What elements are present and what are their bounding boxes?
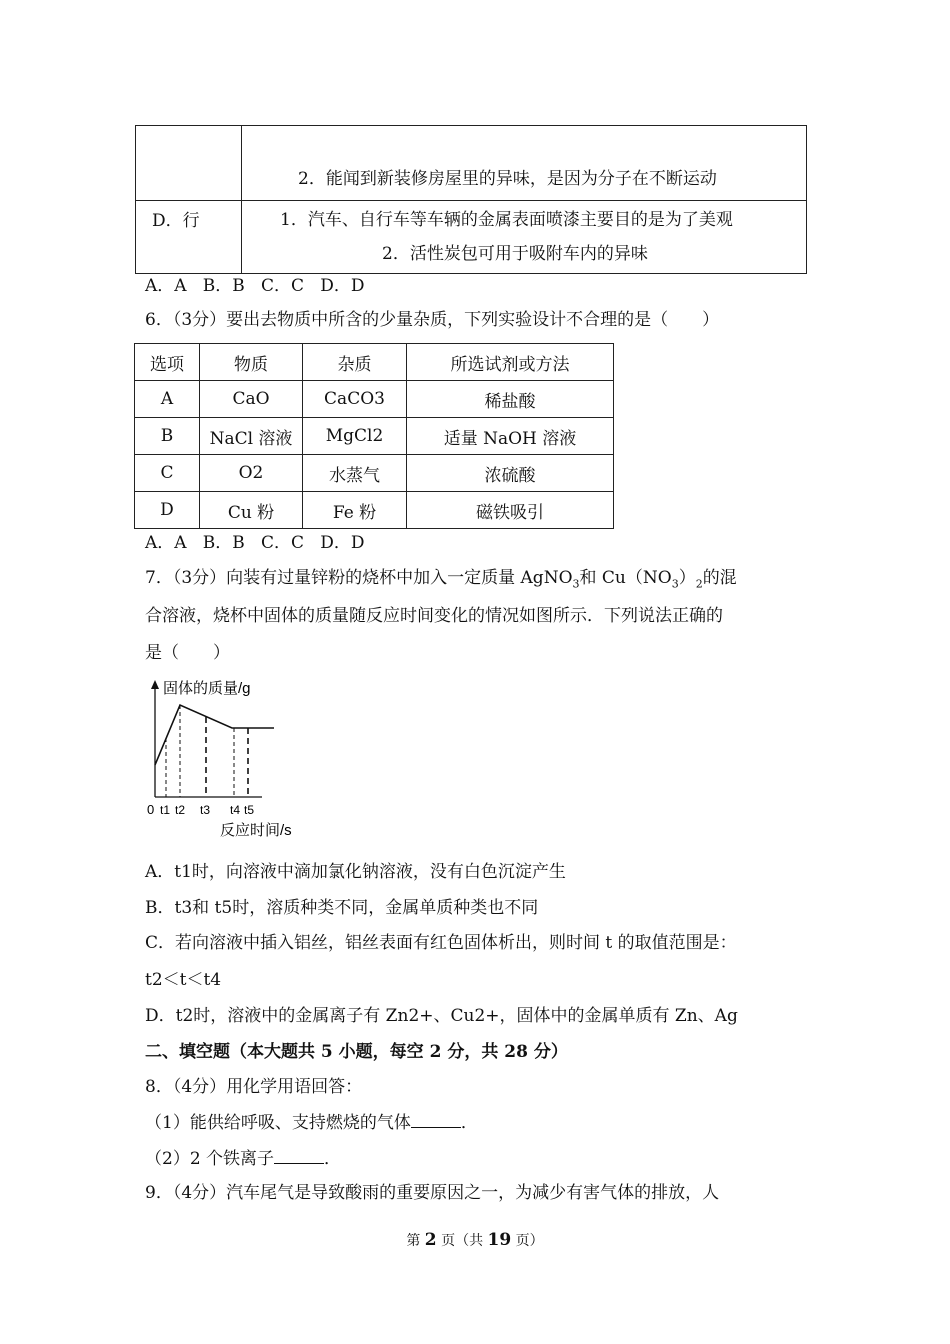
footer-text: 第 [406, 1233, 421, 1249]
q7-stem-text: 和 Cu（NO [579, 568, 672, 588]
table-header-cell: 杂质 [303, 344, 407, 381]
tick-label: t4 [230, 803, 241, 817]
q5-table [135, 125, 807, 274]
answer-option[interactable]: D．D [320, 533, 365, 553]
table-cell: CaO [200, 381, 303, 418]
q7-option-c-range: t2＜t＜t4 [145, 970, 222, 990]
q8-item-2-text: （2）2 个铁离子 [145, 1149, 275, 1169]
answer-blank[interactable] [411, 1111, 461, 1128]
answer-option[interactable]: A．A [145, 276, 187, 296]
answer-option[interactable]: B．B [202, 533, 245, 553]
table-cell: C [135, 455, 200, 492]
q7-stem-line-1 [145, 567, 737, 595]
q7-option-c[interactable]: C．若向溶液中插入铝丝，铝丝表面有红色固体析出，则时间 t 的取值范围是： [145, 933, 737, 953]
footer-text: 页） [515, 1233, 544, 1249]
table-cell: Cu 粉 [200, 492, 303, 529]
tick-label: t3 [200, 803, 211, 817]
answer-option[interactable]: D．D [320, 276, 365, 296]
q5-answer-options [145, 275, 365, 297]
q7-stem-line-3: 是（ ） [145, 643, 230, 663]
table-header-row [135, 344, 614, 381]
table-row [135, 418, 614, 455]
table-cell: CaCO3 [303, 381, 407, 418]
page-total: 19 [487, 1230, 512, 1250]
table-cell: 磁铁吸引 [407, 492, 614, 529]
page-number: 2 [424, 1230, 437, 1250]
q5-row-d-item-2: 2．活性炭包可用于吸附车内的异味 [382, 244, 648, 264]
footer-text: 页（共 [441, 1233, 484, 1249]
subscript: 3 [671, 577, 679, 591]
origin-label: 0 [147, 802, 155, 817]
q7-stem-text: 的混 [702, 568, 737, 588]
q5-row-d-content [242, 201, 807, 274]
table-cell: NaCl 溶液 [200, 418, 303, 455]
table-cell: B [135, 418, 200, 455]
section-2-heading: 二、填空题（本大题共 5 小题，每空 2 分，共 28 分） [145, 1042, 568, 1062]
answer-option[interactable]: A．A [145, 533, 187, 553]
q8-stem: 8．（4分）用化学用语回答： [145, 1077, 363, 1097]
q7-stem-text: 7．（3分）向装有过量锌粉的烧杯中加入一定质量 AgNO [145, 568, 573, 588]
table-cell: Fe 粉 [303, 492, 407, 529]
table-cell: MgCl2 [303, 418, 407, 455]
q8-item-2: （2）2 个铁离子 ． [145, 1149, 342, 1169]
answer-option[interactable]: B．B [202, 276, 245, 296]
q5-row-d-option [136, 201, 242, 274]
q5-row-c-item-2: 2．能闻到新装修房屋里的异味，是因为分子在不断运动 [298, 169, 717, 189]
table-cell: A [135, 381, 200, 418]
table-cell: O2 [200, 455, 303, 492]
q5-row-d-item-1: 1．汽车、自行车等车辆的金属表面喷漆主要目的是为了美观 [280, 210, 733, 230]
table-header-cell: 所选试剂或方法 [407, 344, 614, 381]
q7-option-d[interactable]: D．t2时，溶液中的金属离子有 Zn2+、Cu2+，固体中的金属单质有 Zn、Ag [145, 1006, 738, 1026]
q7-option-b[interactable]: B．t3和 t5时，溶质种类不同，金属单质种类也不同 [145, 898, 539, 918]
q7-stem-text: ） [678, 568, 696, 588]
table-cell: 适量 NaOH 溶液 [407, 418, 614, 455]
answer-blank[interactable] [274, 1147, 324, 1164]
q6-table [134, 343, 614, 529]
table-header-cell: 选项 [135, 344, 200, 381]
q8-item-1-text: （1）能供给呼吸、支持燃烧的气体 [145, 1113, 411, 1133]
answer-option[interactable]: C．C [261, 533, 305, 553]
answer-option[interactable]: C．C [261, 276, 305, 296]
q8-item-1: （1）能供给呼吸、支持燃烧的气体 ． [145, 1113, 478, 1133]
table-row [135, 492, 614, 529]
subscript: 2 [695, 577, 703, 591]
table-header-cell: 物质 [200, 344, 303, 381]
q5-row-c-content [242, 126, 807, 201]
y-axis-arrow-icon [151, 680, 159, 689]
q5-row-c-option [136, 126, 242, 201]
tick-label: t2 [175, 803, 186, 817]
table-row [135, 455, 614, 492]
table-cell: 水蒸气 [303, 455, 407, 492]
q5-row-d-label: D．行 [152, 211, 200, 231]
tick-label: t1 [160, 803, 171, 817]
table-cell: 浓硫酸 [407, 455, 614, 492]
x-axis-label: 反应时间/s [220, 822, 292, 839]
q9-stem: 9．（4分）汽车尾气是导致酸雨的重要原因之一，为减少有害气体的排放，人 [145, 1183, 720, 1203]
table-cell: D [135, 492, 200, 529]
q7-option-a[interactable]: A．t1时，向溶液中滴加氯化钠溶液，没有白色沉淀产生 [145, 862, 566, 882]
subscript: 3 [572, 577, 580, 591]
q6-stem: 6．（3分）要出去物质中所含的少量杂质，下列实验设计不合理的是（ ） [145, 310, 720, 330]
q7-graph [140, 675, 320, 845]
table-row [135, 381, 614, 418]
tick-label: t5 [244, 803, 255, 817]
q6-answer-options [145, 532, 365, 554]
y-axis-label: 固体的质量/g [163, 680, 251, 697]
table-cell: 稀盐酸 [407, 381, 614, 418]
page-footer [0, 1230, 950, 1250]
mass-curve [155, 705, 274, 765]
q7-stem-line-2: 合溶液，烧杯中固体的质量随反应时间变化的情况如图所示．下列说法正确的 [145, 606, 723, 626]
